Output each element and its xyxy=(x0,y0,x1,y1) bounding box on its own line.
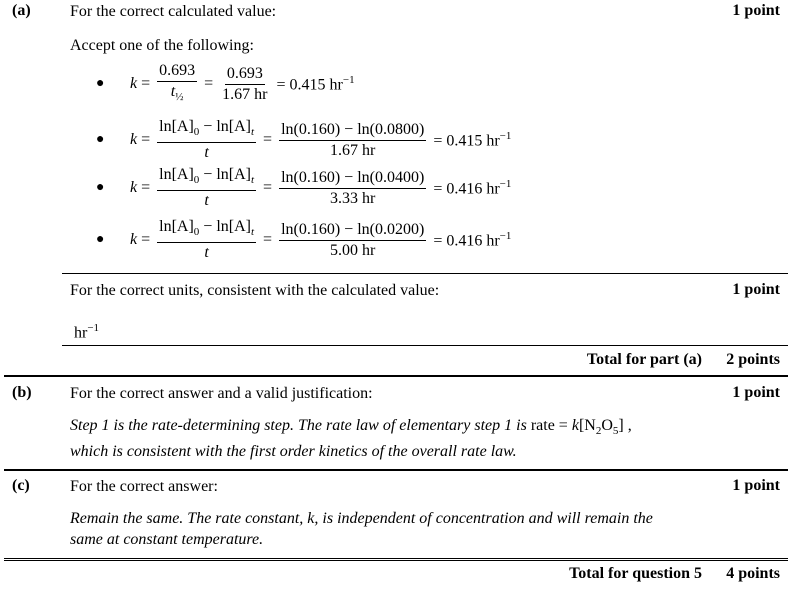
bullet: ● xyxy=(96,232,105,247)
denominator: 1.67 hr xyxy=(222,85,268,103)
eq-result: = 0.415 $hr^{-1}$ xyxy=(433,129,512,150)
numerator: ln(0.160) − ln(0.0800) xyxy=(279,121,426,141)
divider-part-b xyxy=(4,375,788,377)
numerator: 0.693 xyxy=(157,62,197,82)
equation-2 xyxy=(96,118,515,162)
denominator: t xyxy=(204,144,209,162)
fraction-half-life xyxy=(157,62,197,106)
eq-result: = 0.415 $hr^{-1}$ xyxy=(276,73,355,94)
part-c-label: (c) xyxy=(12,477,30,494)
divider-total xyxy=(4,558,788,561)
bullet: ● xyxy=(96,76,105,91)
eq-k: k xyxy=(130,179,138,196)
eq-equals: = xyxy=(263,179,273,196)
part-b-points: 1 point xyxy=(732,384,780,401)
fraction-symbolic xyxy=(157,166,256,210)
part-a-points-value: 1 point xyxy=(732,2,780,19)
fraction-symbolic xyxy=(157,118,256,162)
question-total-points: 4 points xyxy=(726,565,780,582)
denominator: 3.33 hr xyxy=(330,189,376,207)
numerator: ln(0.160) − ln(0.0200) xyxy=(279,221,426,241)
denominator: t xyxy=(204,244,209,262)
part-c-criterion: For the correct answer: xyxy=(70,478,218,495)
numerator: $\ln[A]_0 - \ln[A]_t$ xyxy=(157,218,256,243)
part-a-units: $hr^{-1}$ xyxy=(74,322,100,342)
eq-equals: = xyxy=(141,131,151,148)
fraction-symbolic xyxy=(157,218,256,262)
part-a-label: (a) xyxy=(12,2,31,19)
part-c-points: 1 point xyxy=(732,477,780,494)
eq-result: = 0.416 $hr^{-1}$ xyxy=(433,177,512,198)
equation-1 xyxy=(96,62,359,106)
part-b-answer-line2: which is consistent with the first order kinetics of the overall rate law. xyxy=(70,443,517,460)
part-a-criterion-value: For the correct calculated value: xyxy=(70,3,277,20)
numerator: 0.693 xyxy=(225,65,265,85)
part-b-answer-line1: Step 1 is the rate-determining step. The rate law of elementary step 1 is rate = $k[N_2O_5]$ , xyxy=(70,417,632,438)
denominator: t xyxy=(204,192,209,210)
eq-equals: = xyxy=(141,75,151,92)
part-a-total-label: Total for part (a) xyxy=(586,351,702,368)
denominator: $t_{\frac{1}{2}}$ xyxy=(170,82,184,104)
numerator: $\ln[A]_0 - \ln[A]_t$ xyxy=(157,118,256,143)
denominator: 1.67 hr xyxy=(330,141,376,159)
bullet: ● xyxy=(96,132,105,147)
part-a-points-units: 1 point xyxy=(732,281,780,298)
numerator: ln(0.160) − ln(0.0400) xyxy=(279,169,426,189)
denominator: 5.00 hr xyxy=(330,241,376,259)
part-a-criterion-units: For the correct units, consistent with the calculated value: xyxy=(70,282,440,299)
part-a-accept: Accept one of the following: xyxy=(70,37,254,54)
fraction-values xyxy=(279,121,426,160)
question-total-label: Total for question 5 xyxy=(569,565,702,582)
part-b-criterion: For the correct answer and a valid justification: xyxy=(70,385,373,402)
part-c-answer-line2: same at constant temperature. xyxy=(70,531,264,548)
bullet: ● xyxy=(96,180,105,195)
part-a-total-points: 2 points xyxy=(726,351,780,368)
eq-equals: = xyxy=(204,75,214,92)
divider xyxy=(62,345,788,346)
fraction-values xyxy=(279,221,426,260)
equation-4 xyxy=(96,218,515,262)
eq-equals: = xyxy=(263,131,273,148)
divider xyxy=(62,273,788,274)
eq-equals: = xyxy=(263,231,273,248)
fraction-values xyxy=(220,65,269,104)
eq-k: k xyxy=(130,131,138,148)
fraction-values xyxy=(279,169,426,208)
numerator: $\ln[A]_0 - \ln[A]_t$ xyxy=(157,166,256,191)
eq-k: k xyxy=(130,75,138,92)
equation-3 xyxy=(96,166,515,210)
divider-part-c xyxy=(4,469,788,471)
eq-k: k xyxy=(130,231,138,248)
eq-equals: = xyxy=(141,231,151,248)
eq-equals: = xyxy=(141,179,151,196)
part-b-label: (b) xyxy=(12,384,32,401)
part-c-answer-line1: Remain the same. The rate constant, k, is independent of concentration and will remain the xyxy=(70,510,653,527)
eq-result: = 0.416 $hr^{-1}$ xyxy=(433,229,512,250)
